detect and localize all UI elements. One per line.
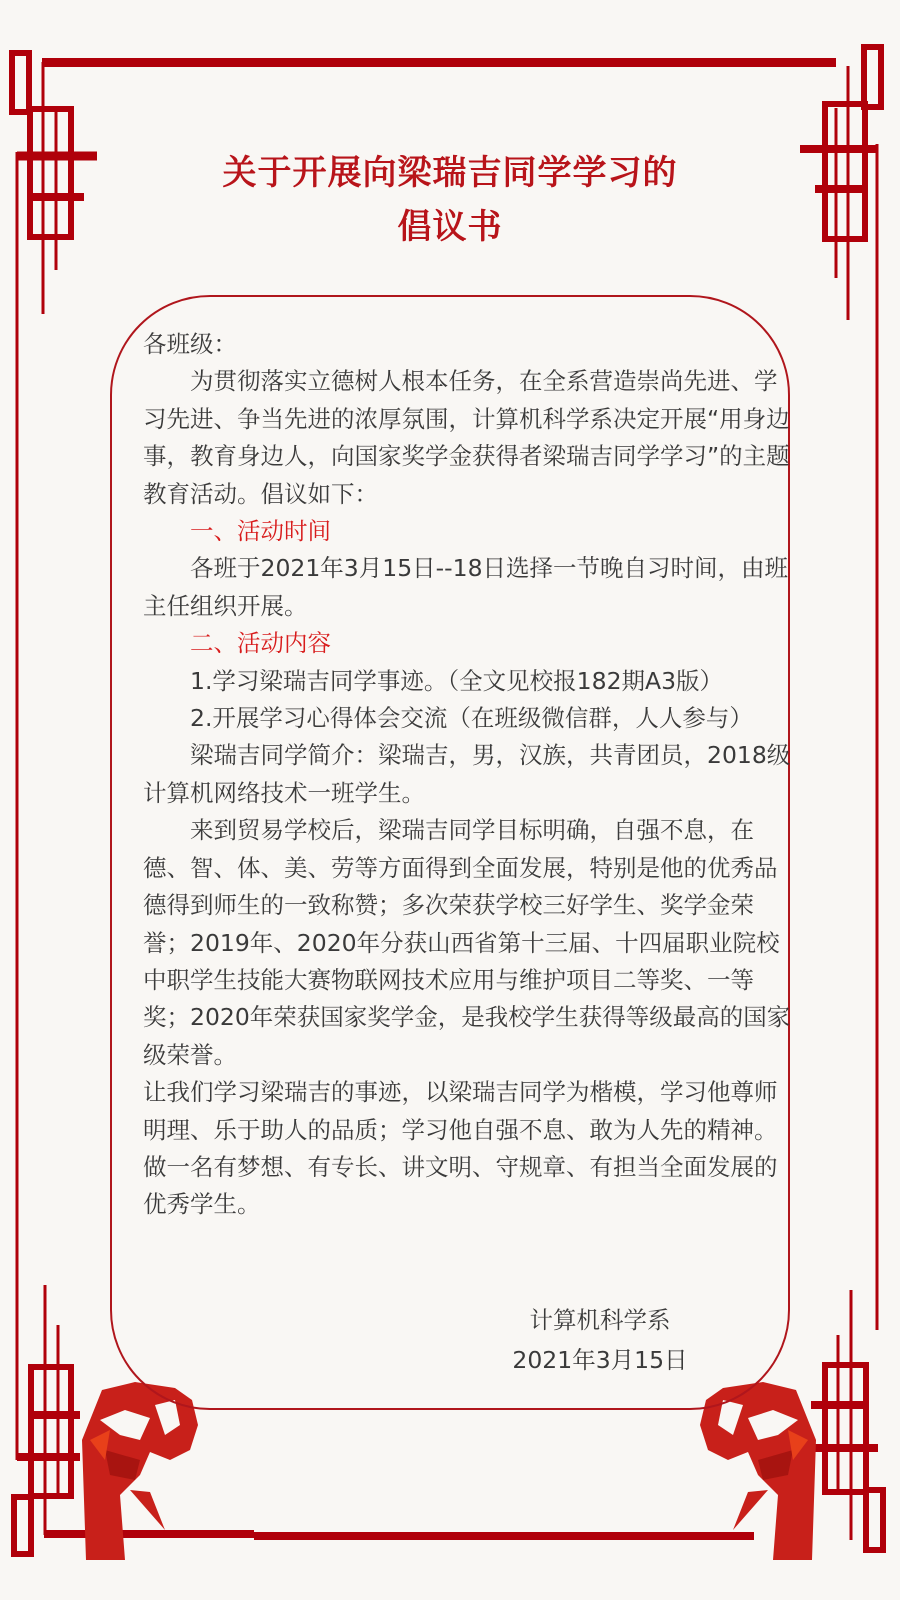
signature-date: 2021年3月15日 [512, 1346, 688, 1374]
student-achievements: 来到贸易学校后，梁瑞吉同学目标明确，自强不息，在德、智、体、美、劳等方面得到全面发展，特别是他的优秀品德得到师生的一致称赞；多次荣获学校三好学生、奖学金荣誉；2019年、2020年分获山西省第十三届、十四届职业院校中职学生技能大赛物联网技术应用与维护项目二等奖、一等奖；2020年荣获国家奖学金，是我校学生获得等级最高的国家级荣誉。 [143, 816, 791, 1069]
section-heading-content: 二、活动内容 [190, 629, 331, 658]
signature-block [500, 1300, 700, 1380]
document-body [143, 326, 793, 1224]
raised-fist-left-icon [82, 1382, 198, 1560]
raised-fist-right-icon [700, 1382, 816, 1560]
lattice-corner-bottom-left-icon [14, 1285, 80, 1554]
lattice-corner-bottom-right-icon [800, 1290, 883, 1550]
student-bio: 梁瑞吉同学简介：梁瑞吉，男，汉族，共青团员，2018级计算机网络技术一班学生。 [143, 741, 791, 807]
call-to-action: 让我们学习梁瑞吉的事迹，以梁瑞吉同学为楷模，学习他尊师明理、乐于助人的品质；学习他自强不息、敢为人先的精神。做一名有梦想、有专长、讲文明、守规章、有担当全面发展的优秀学生。 [143, 1078, 778, 1219]
section-heading-time: 一、活动时间 [190, 517, 331, 546]
signature-department: 计算机科学系 [529, 1306, 671, 1334]
salutation: 各班级： [143, 330, 237, 358]
document-title [0, 146, 900, 254]
content-item-2: 2.开展学习心得体会交流（在班级微信群，人人参与） [190, 704, 753, 733]
title-line-2: 倡议书 [397, 207, 503, 247]
section-time-body: 各班于2021年3月15日--18日选择一节晚自习时间，由班主任组织开展。 [143, 554, 789, 620]
title-line-1: 关于开展向梁瑞吉同学学习的 [222, 153, 678, 193]
content-item-1: 1.学习梁瑞吉同学事迹。（全文见校报182期A3版） [190, 666, 724, 695]
intro-paragraph: 为贯彻落实立德树人根本任务，在全系营造崇尚先进、学习先进、争当先进的浓厚氛围，计算机科学系决定开展“用身边事，教育身边人，向国家奖学金获得者梁瑞吉同学学习”的主题教育活动。倡议如下： [143, 367, 790, 508]
